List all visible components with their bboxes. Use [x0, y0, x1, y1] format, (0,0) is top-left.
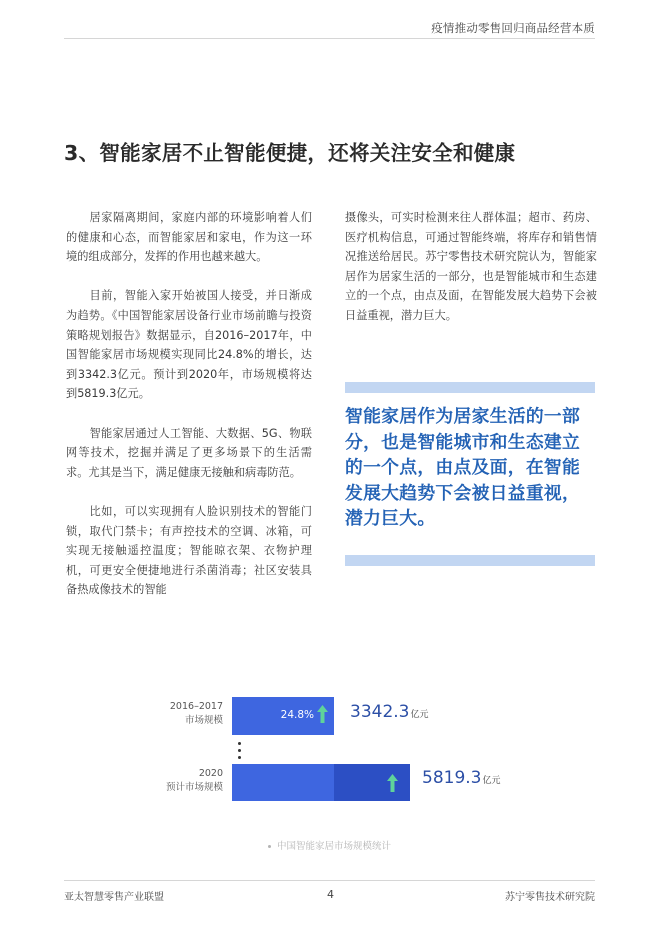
- paragraph: 摄像头，可实时检测来往人群体温；超市、药房、医疗机构信息，可通过智能终端，将库存和销售情况推送给居民。苏宁零售技术研究院认为，智能家居作为居家生活的一部分，也是智能城市和生态建立的一个点，由点及面，在智能发展大趋势下会被日益重视，潜力巨大。: [345, 211, 597, 322]
- footer-right: 苏宁零售技术研究院: [505, 892, 595, 903]
- category-label-line2: 预计市场规模: [165, 782, 223, 793]
- bullet-icon: [268, 845, 271, 848]
- growth-label: 24.8%: [280, 709, 314, 721]
- arrow-up-icon: [317, 705, 328, 723]
- category-label-2020: [163, 767, 223, 795]
- section-title: 3、智能家居不止智能便捷，还将关注安全和健康: [64, 141, 516, 165]
- value-label-2016-2017: [350, 702, 429, 722]
- caption-text: 中国智能家居市场规模统计: [277, 841, 392, 852]
- arrow-up-icon: [387, 774, 398, 792]
- value-number: 5819.3: [422, 768, 482, 788]
- value-number: 3342.3: [350, 702, 410, 722]
- running-header: 疫情推动零售回归商品经营本质: [431, 21, 595, 35]
- quote-bottom-bar: [345, 555, 595, 566]
- footer-left: 亚太智慧零售产业联盟: [64, 892, 164, 903]
- paragraph: 智能家居通过人工智能、大数据、5G、物联网等技术，挖掘并满足了更多场景下的生活需求。尤其是当下，满足健康无接触和病毒防范。: [66, 426, 312, 479]
- value-unit: 亿元: [482, 776, 501, 786]
- paragraph: 居家隔离期间，家庭内部的环境影响着人们的健康和心态，而智能家居和家电，作为这一环境的组成部分，发挥的作用也越来越大。: [66, 211, 312, 264]
- quote-top-bar: [345, 382, 595, 393]
- ellipsis-dots: [238, 742, 241, 763]
- header-divider: [64, 38, 595, 39]
- pull-quote: 智能家居作为居家生活的一部分，也是智能城市和生态建立的一个点，由点及面，在智能发展大趋势下会被日益重视，潜力巨大。: [345, 406, 581, 529]
- paragraph: 目前，智能入家开始被国人接受，并日渐成为趋势。《中国智能家居设备行业市场前瞻与投资策略规划报告》数据显示，自2016–2017年，中国智能家居市场规模实现同比24.8%的增长，达到3342.3亿元。预计到2020年，市场规模将达到5819.3亿元。: [66, 289, 312, 401]
- page-number: 4: [327, 888, 334, 901]
- chart-caption: [268, 838, 391, 852]
- footer-divider: [64, 880, 595, 881]
- value-unit: 亿元: [410, 710, 429, 720]
- value-label-2020: [422, 768, 501, 788]
- left-column: [66, 208, 312, 619]
- bar-2020: [232, 764, 410, 801]
- bar-2016-2017: [232, 697, 334, 735]
- paragraph: 比如，可以实现拥有人脸识别技术的智能门锁，取代门禁卡；有声控技术的空调、冰箱，可实现无接触遥控温度；智能晾衣架、衣物护理机，可更安全便捷地进行杀菌消毒；社区安装具备热成像技术的智能: [66, 504, 312, 597]
- category-label-line2: 市场规模: [184, 715, 223, 726]
- category-label-line1: 2020: [198, 768, 223, 779]
- category-label-line1: 2016–2017: [169, 701, 223, 712]
- right-column: [345, 208, 597, 345]
- bar-growth-segment: [334, 764, 410, 801]
- category-label-2016-2017: [163, 700, 223, 728]
